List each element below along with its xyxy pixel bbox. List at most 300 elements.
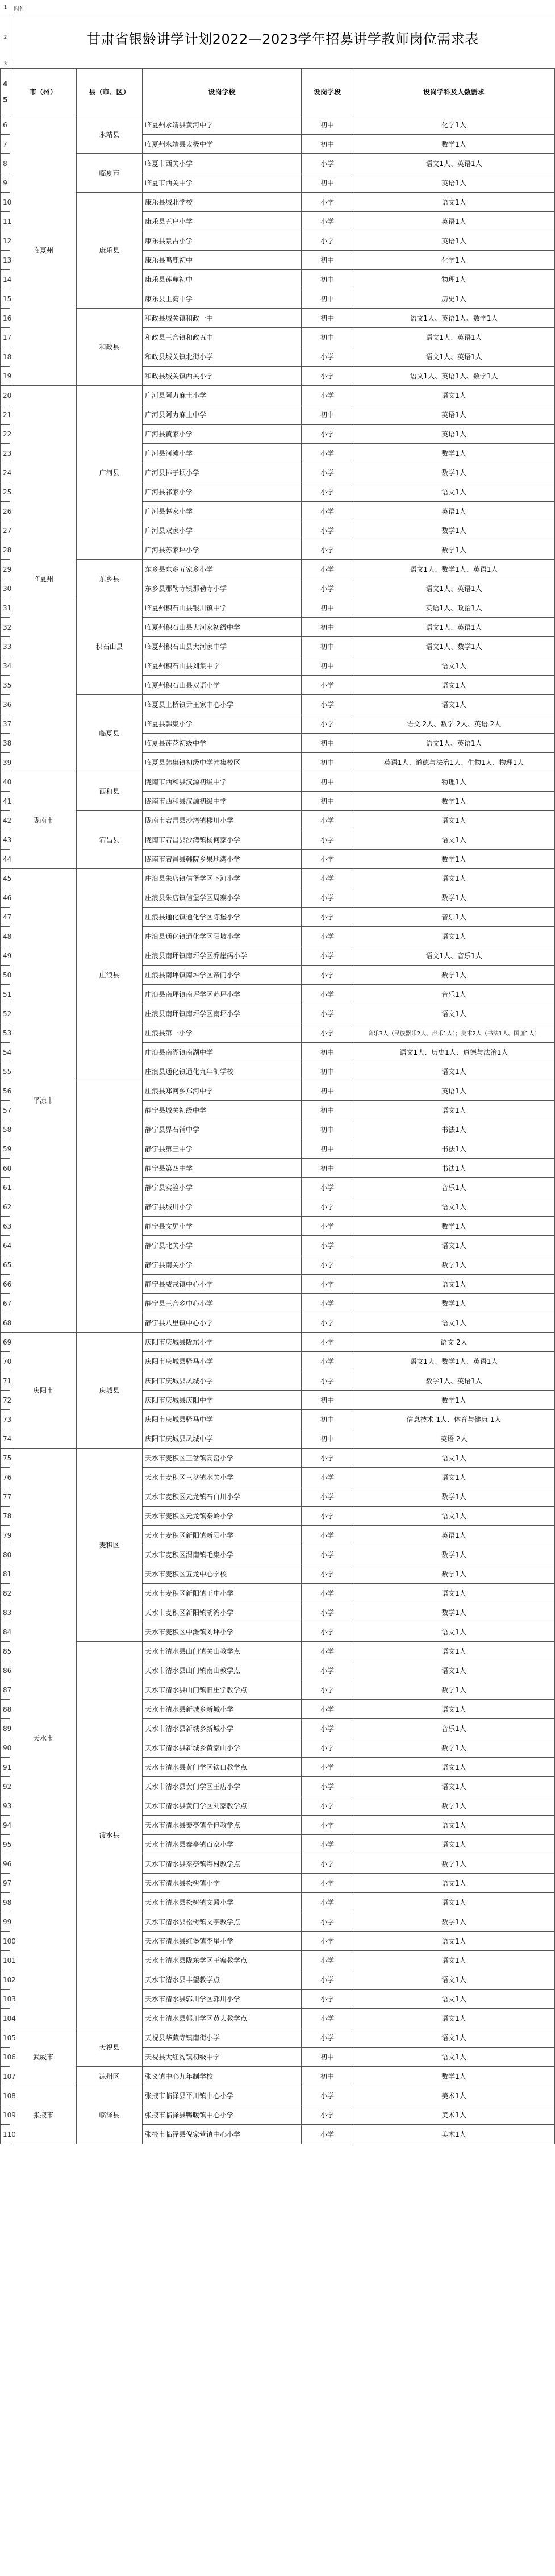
cell-subjects: 语文1人 <box>353 676 555 695</box>
cell-stage: 初中 <box>302 1043 353 1062</box>
cell-subjects: 语文1人 <box>353 1932 555 1951</box>
cell-subjects: 书法1人 <box>353 1120 555 1139</box>
row-number: 68 <box>1 1313 10 1333</box>
table-row <box>1 115 555 135</box>
row-number: 106 <box>1 2048 10 2067</box>
row-number: 70 <box>1 1352 10 1371</box>
cell-school: 天祝县华藏寺镇南街小学 <box>143 2028 302 2048</box>
cell-subjects: 英语1人 <box>353 212 555 231</box>
cell-school: 天水市清水县秦亭镇全但教学点 <box>143 1816 302 1835</box>
table-row <box>1 772 555 792</box>
cell-subjects: 语文1人、英语1人 <box>353 734 555 753</box>
cell-county: 临夏市 <box>77 154 143 193</box>
row-number: 92 <box>1 1777 10 1796</box>
cell-stage: 小学 <box>302 1854 353 1874</box>
cell-stage: 初中 <box>302 734 353 753</box>
row-number: 79 <box>1 1526 10 1545</box>
cell-school: 天水市清水县丰望教学点 <box>143 1970 302 1990</box>
cell-school: 庄浪县第一小学 <box>143 1023 302 1043</box>
cell-school: 临夏县韩集镇初级中学韩集校区 <box>143 753 302 772</box>
row-number: 41 <box>1 792 10 811</box>
row-number: 40 <box>1 772 10 792</box>
row-number: 32 <box>1 618 10 637</box>
cell-subjects: 语文1人 <box>353 2009 555 2028</box>
cell-stage: 小学 <box>302 1584 353 1603</box>
spacer-row <box>0 60 554 68</box>
cell-school: 天水市清水县新城乡新城小学 <box>143 1700 302 1719</box>
cell-county: 积石山县 <box>77 598 143 695</box>
row-number: 59 <box>1 1139 10 1159</box>
row-number: 88 <box>1 1700 10 1719</box>
table-row <box>1 309 555 328</box>
cell-subjects: 语文1人 <box>353 2028 555 2048</box>
cell-stage: 小学 <box>302 367 353 386</box>
cell-stage: 小学 <box>302 1603 353 1622</box>
cell-subjects: 英语1人 <box>353 502 555 521</box>
cell-subjects: 书法1人 <box>353 1159 555 1178</box>
cell-stage: 小学 <box>302 1796 353 1816</box>
cell-stage: 初中 <box>302 1159 353 1178</box>
cell-subjects: 语文 2人 <box>353 1333 555 1352</box>
requirements-table <box>0 68 555 2144</box>
row-number: 58 <box>1 1120 10 1139</box>
cell-subjects: 书法1人 <box>353 1139 555 1159</box>
row-number: 73 <box>1 1410 10 1429</box>
cell-school: 临夏县土桥镇尹王家中心小学 <box>143 695 302 714</box>
cell-stage: 小学 <box>302 1661 353 1680</box>
cell-subjects: 语文1人、英语1人 <box>353 347 555 367</box>
cell-county: 东乡县 <box>77 560 143 598</box>
cell-subjects: 语文1人 <box>353 1101 555 1120</box>
cell-school: 天水市清水县郭川学区郭川小学 <box>143 1990 302 2009</box>
row-number: 34 <box>1 656 10 676</box>
cell-school: 天水市清水县松树镇文殿小学 <box>143 1893 302 1912</box>
cell-school: 静宁县城关初级中学 <box>143 1101 302 1120</box>
row-number: 101 <box>1 1951 10 1970</box>
cell-stage: 小学 <box>302 579 353 598</box>
cell-subjects: 英语1人 <box>353 1081 555 1101</box>
cell-stage: 初中 <box>302 792 353 811</box>
table-row <box>1 2028 555 2048</box>
cell-school: 静宁县三合乡中心小学 <box>143 1294 302 1313</box>
cell-stage: 初中 <box>302 405 353 425</box>
cell-subjects: 数学1人 <box>353 540 555 560</box>
row-number: 23 <box>1 444 10 463</box>
row-number: 12 <box>1 231 10 251</box>
cell-subjects: 数学1人 <box>353 792 555 811</box>
row-number: 18 <box>1 347 10 367</box>
cell-school: 天水市麦积区渭南镇毛集小学 <box>143 1545 302 1564</box>
cell-stage: 小学 <box>302 1564 353 1584</box>
cell-subjects: 化学1人 <box>353 115 555 135</box>
cell-stage: 初中 <box>302 1391 353 1410</box>
cell-stage: 初中 <box>302 753 353 772</box>
cell-subjects: 语文1人 <box>353 1816 555 1835</box>
cell-subjects: 英语 2人 <box>353 1429 555 1449</box>
cell-subjects: 语文1人、英语1人 <box>353 618 555 637</box>
cell-stage: 小学 <box>302 714 353 734</box>
row-number: 90 <box>1 1738 10 1758</box>
cell-school: 临夏州积石山县双语小学 <box>143 676 302 695</box>
cell-school: 广河县阿力麻土中学 <box>143 405 302 425</box>
cell-school: 庄浪县南坪镇南坪学区南坪小学 <box>143 1004 302 1023</box>
cell-subjects: 数学1人 <box>353 1217 555 1236</box>
row-number: 37 <box>1 714 10 734</box>
cell-stage: 初中 <box>302 598 353 618</box>
cell-stage: 小学 <box>302 463 353 482</box>
cell-stage: 小学 <box>302 1893 353 1912</box>
row-number: 49 <box>1 946 10 966</box>
row-number: 4 5 <box>1 69 10 115</box>
cell-subjects: 语文1人 <box>353 1874 555 1893</box>
cell-subjects: 语文1人 <box>353 1758 555 1777</box>
cell-subjects: 语文1人 <box>353 1661 555 1680</box>
row-number: 64 <box>1 1236 10 1255</box>
cell-stage: 小学 <box>302 540 353 560</box>
cell-school: 静宁县城川小学 <box>143 1197 302 1217</box>
row-number: 77 <box>1 1487 10 1507</box>
cell-school: 天水市清水县山门镇南山教学点 <box>143 1661 302 1680</box>
row-number: 47 <box>1 908 10 927</box>
row-number: 66 <box>1 1275 10 1294</box>
row-number: 67 <box>1 1294 10 1313</box>
cell-subjects: 数学1人 <box>353 888 555 908</box>
cell-subjects: 语文1人 <box>353 1507 555 1526</box>
cell-subjects: 物理1人 <box>353 772 555 792</box>
row-number: 44 <box>1 850 10 869</box>
cell-stage: 小学 <box>302 425 353 444</box>
row-number: 6 <box>1 115 10 135</box>
cell-subjects: 英语1人、政治1人 <box>353 598 555 618</box>
cell-subjects: 语文1人、数学1人 <box>353 637 555 656</box>
cell-school: 天水市麦积区五龙中心学校 <box>143 1564 302 1584</box>
cell-school: 康乐县五户小学 <box>143 212 302 231</box>
cell-subjects: 英语1人 <box>353 405 555 425</box>
cell-subjects: 语文1人、数学1人、英语1人 <box>353 560 555 579</box>
cell-stage: 小学 <box>302 521 353 540</box>
cell-school: 广河县黄家小学 <box>143 425 302 444</box>
cell-school: 静宁县实验小学 <box>143 1178 302 1197</box>
row-number: 103 <box>1 1990 10 2009</box>
row-number: 89 <box>1 1719 10 1738</box>
cell-school: 天水市清水县松树镇小学 <box>143 1874 302 1893</box>
cell-school: 庄浪县南坪镇南坪学区苏坪小学 <box>143 985 302 1004</box>
row-number: 95 <box>1 1835 10 1854</box>
cell-school: 陇南市宕昌县沙湾镇杨何家小学 <box>143 830 302 850</box>
cell-school: 广河县祁家小学 <box>143 482 302 502</box>
cell-subjects: 历史1人 <box>353 289 555 309</box>
row-number: 93 <box>1 1796 10 1816</box>
cell-school: 临夏县莲花初级中学 <box>143 734 302 753</box>
row-number: 78 <box>1 1507 10 1526</box>
cell-subjects: 数学1人 <box>353 135 555 154</box>
header-subjects: 设岗学科及人数需求 <box>353 69 555 115</box>
cell-subjects: 数学1人 <box>353 463 555 482</box>
row-number: 75 <box>1 1449 10 1468</box>
cell-school: 天水市清水县秦亭镇寄村教学点 <box>143 1854 302 1874</box>
cell-subjects: 语文1人、英语1人、数学1人 <box>353 367 555 386</box>
row-number: 28 <box>1 540 10 560</box>
cell-subjects: 音乐1人 <box>353 1178 555 1197</box>
cell-subjects: 语文1人 <box>353 695 555 714</box>
cell-subjects: 数学1人 <box>353 1391 555 1410</box>
cell-school: 静宁县八里镇中心小学 <box>143 1313 302 1333</box>
cell-school: 广河县排子坝小学 <box>143 463 302 482</box>
cell-stage: 小学 <box>302 444 353 463</box>
cell-subjects: 语文1人 <box>353 1313 555 1333</box>
cell-stage: 初中 <box>302 135 353 154</box>
cell-school: 康乐县景古小学 <box>143 231 302 251</box>
cell-subjects: 语文1人 <box>353 1970 555 1990</box>
cell-city: 张掖市 <box>10 2086 77 2144</box>
cell-city: 平凉市 <box>10 869 77 1333</box>
cell-stage: 小学 <box>302 1313 353 1333</box>
cell-school: 庄浪县南湖镇南湖中学 <box>143 1043 302 1062</box>
row-number: 51 <box>1 985 10 1004</box>
cell-subjects: 数学1人 <box>353 521 555 540</box>
cell-subjects: 数学1人 <box>353 1912 555 1932</box>
cell-school: 庆阳市庆城县驿马中学 <box>143 1410 302 1429</box>
cell-school: 静宁县文屏小学 <box>143 1217 302 1236</box>
cell-stage: 小学 <box>302 985 353 1004</box>
cell-school: 庄浪县南坪镇南坪学区乔崖码小学 <box>143 946 302 966</box>
cell-stage: 初中 <box>302 289 353 309</box>
cell-subjects: 语文1人 <box>353 482 555 502</box>
cell-subjects: 数学1人 <box>353 2067 555 2086</box>
row-number: 62 <box>1 1197 10 1217</box>
cell-stage: 小学 <box>302 212 353 231</box>
cell-stage: 小学 <box>302 850 353 869</box>
cell-school: 天水市清水县松树镇文李教学点 <box>143 1912 302 1932</box>
cell-stage: 小学 <box>302 1951 353 1970</box>
row-number: 56 <box>1 1081 10 1101</box>
row-number: 80 <box>1 1545 10 1564</box>
cell-stage: 初中 <box>302 1139 353 1159</box>
row-number: 96 <box>1 1854 10 1874</box>
row-number: 57 <box>1 1101 10 1120</box>
cell-school: 庄浪县郑河乡郑河中学 <box>143 1081 302 1101</box>
cell-subjects: 语文1人 <box>353 193 555 212</box>
row-number: 10 <box>1 193 10 212</box>
cell-stage: 小学 <box>302 1507 353 1526</box>
cell-stage: 初中 <box>302 772 353 792</box>
cell-subjects: 数学1人 <box>353 1603 555 1622</box>
row-number: 25 <box>1 482 10 502</box>
cell-subjects: 化学1人 <box>353 251 555 270</box>
row-number: 21 <box>1 405 10 425</box>
cell-school: 广河县阿力麻土小学 <box>143 386 302 405</box>
page-title: 甘肃省银龄讲学计划2022—2023学年招募讲学教师岗位需求表 <box>87 31 479 47</box>
cell-stage: 小学 <box>302 908 353 927</box>
cell-city: 临夏州 <box>10 386 77 772</box>
cell-stage: 小学 <box>302 1835 353 1854</box>
table-row <box>1 598 555 618</box>
row-number: 20 <box>1 386 10 405</box>
row-number: 52 <box>1 1004 10 1023</box>
cell-school: 天水市麦积区三岔镇水关小学 <box>143 1468 302 1487</box>
cell-school: 张掖市临泽县平川镇中心小学 <box>143 2086 302 2105</box>
cell-stage: 小学 <box>302 1197 353 1217</box>
cell-stage: 初中 <box>302 656 353 676</box>
header-stage: 设岗学段 <box>302 69 353 115</box>
cell-subjects: 语文1人 <box>353 927 555 946</box>
cell-subjects: 语文1人 <box>353 1700 555 1719</box>
cell-stage: 小学 <box>302 1352 353 1371</box>
cell-school: 和政县城关镇北街小学 <box>143 347 302 367</box>
cell-subjects: 音乐1人 <box>353 1719 555 1738</box>
cell-subjects: 语文1人 <box>353 1468 555 1487</box>
cell-school: 东乡县那勒寺镇那勒寺小学 <box>143 579 302 598</box>
row-number: 85 <box>1 1642 10 1661</box>
row-number: 33 <box>1 637 10 656</box>
row-number: 87 <box>1 1680 10 1700</box>
cell-subjects: 数学1人 <box>353 1738 555 1758</box>
cell-stage: 小学 <box>302 1816 353 1835</box>
cell-school: 临夏州积石山县大河家初级中学 <box>143 618 302 637</box>
cell-school: 天水市清水县山门镇关山教学点 <box>143 1642 302 1661</box>
cell-stage: 小学 <box>302 1622 353 1642</box>
cell-stage: 小学 <box>302 966 353 985</box>
cell-county: 庆城县 <box>77 1333 143 1449</box>
cell-school: 广河县双家小学 <box>143 521 302 540</box>
cell-school: 陇南市西和县汉源初级中学 <box>143 792 302 811</box>
cell-subjects: 语文1人 <box>353 1990 555 2009</box>
cell-school: 庆阳市庆城县凤城小学 <box>143 1371 302 1391</box>
cell-city: 天水市 <box>10 1449 77 2028</box>
cell-school: 静宁县威戎镇中心小学 <box>143 1275 302 1294</box>
cell-stage: 初中 <box>302 1410 353 1429</box>
cell-school: 张掖市临泽县鸭暖镇中心小学 <box>143 2105 302 2125</box>
cell-school: 张掖市临泽县倪家营镇中心小学 <box>143 2125 302 2144</box>
cell-stage: 小学 <box>302 676 353 695</box>
cell-subjects: 美术1人 <box>353 2125 555 2144</box>
cell-stage: 小学 <box>302 1526 353 1545</box>
cell-subjects: 语文1人 <box>353 830 555 850</box>
row-number: 27 <box>1 521 10 540</box>
cell-subjects: 语文1人 <box>353 1004 555 1023</box>
cell-subjects: 语文1人 <box>353 811 555 830</box>
cell-subjects: 音乐1人 <box>353 908 555 927</box>
cell-subjects: 语文1人、历史1人、道德与法治1人 <box>353 1043 555 1062</box>
cell-school: 天水市麦积区中滩镇刘坪小学 <box>143 1622 302 1642</box>
cell-school: 天水市麦积区元龙镇秦岭小学 <box>143 1507 302 1526</box>
cell-subjects: 语文1人 <box>353 1449 555 1468</box>
cell-subjects: 数学1人 <box>353 1564 555 1584</box>
row-number: 26 <box>1 502 10 521</box>
row-number: 99 <box>1 1912 10 1932</box>
cell-stage: 小学 <box>302 154 353 173</box>
cell-school: 天水市清水县秦亭镇百家小学 <box>143 1835 302 1854</box>
cell-school: 广河县赵家小学 <box>143 502 302 521</box>
row-number: 46 <box>1 888 10 908</box>
row-number: 84 <box>1 1622 10 1642</box>
cell-subjects: 语文1人、英语1人 <box>353 328 555 347</box>
cell-stage: 小学 <box>302 1990 353 2009</box>
row-number: 74 <box>1 1429 10 1449</box>
table-row <box>1 1333 555 1352</box>
row-number: 8 <box>1 154 10 173</box>
row-number: 65 <box>1 1255 10 1275</box>
cell-school: 静宁县北关小学 <box>143 1236 302 1255</box>
cell-school: 庆阳市庆城县陇东小学 <box>143 1333 302 1352</box>
cell-school: 天水市清水县陇东学区王寨教学点 <box>143 1951 302 1970</box>
cell-school: 静宁县第三中学 <box>143 1139 302 1159</box>
cell-stage: 初中 <box>302 637 353 656</box>
cell-stage: 小学 <box>302 347 353 367</box>
row-number: 50 <box>1 966 10 985</box>
cell-city: 临夏州 <box>10 115 77 386</box>
cell-school: 天水市清水县黄门学区刘家教学点 <box>143 1796 302 1816</box>
row-number: 7 <box>1 135 10 154</box>
table-body <box>1 115 555 2144</box>
cell-stage: 小学 <box>302 1023 353 1043</box>
table-row <box>1 695 555 714</box>
cell-subjects: 语文1人、英语1人 <box>353 154 555 173</box>
cell-subjects: 数学1人 <box>353 444 555 463</box>
cell-stage: 小学 <box>302 1275 353 1294</box>
cell-county: 临夏县 <box>77 695 143 772</box>
cell-school: 天水市麦积区新阳镇新阳小学 <box>143 1526 302 1545</box>
cell-stage: 小学 <box>302 1719 353 1738</box>
cell-county: 西和县 <box>77 772 143 811</box>
cell-stage: 小学 <box>302 869 353 888</box>
table-row <box>1 1449 555 1468</box>
cell-school: 庄浪县南坪镇南坪学区帝门小学 <box>143 966 302 985</box>
cell-subjects: 数学1人 <box>353 1545 555 1564</box>
cell-school: 康乐县城北学校 <box>143 193 302 212</box>
cell-county: 庄浪县 <box>77 869 143 1081</box>
cell-stage: 小学 <box>302 231 353 251</box>
cell-subjects: 语文1人 <box>353 1777 555 1796</box>
cell-stage: 初中 <box>302 309 353 328</box>
cell-school: 广河县苏家坪小学 <box>143 540 302 560</box>
row-number: 22 <box>1 425 10 444</box>
cell-school: 庄浪县朱店镇信堡学区周寨小学 <box>143 888 302 908</box>
cell-stage: 小学 <box>302 1738 353 1758</box>
cell-stage: 小学 <box>302 1371 353 1391</box>
cell-subjects: 英语1人 <box>353 231 555 251</box>
cell-stage: 小学 <box>302 1777 353 1796</box>
cell-school: 天水市清水县新城乡新城小学 <box>143 1719 302 1738</box>
table-row <box>1 154 555 173</box>
cell-stage: 小学 <box>302 1217 353 1236</box>
cell-stage: 小学 <box>302 1680 353 1700</box>
row-number: 45 <box>1 869 10 888</box>
cell-stage: 小学 <box>302 1255 353 1275</box>
table-row <box>1 193 555 212</box>
cell-subjects: 语文1人、英语1人、数学1人 <box>353 309 555 328</box>
cell-city: 庆阳市 <box>10 1333 77 1449</box>
cell-school: 康乐县上湾中学 <box>143 289 302 309</box>
cell-subjects: 数学1人 <box>353 1854 555 1874</box>
cell-subjects: 英语1人 <box>353 1526 555 1545</box>
row-number: 72 <box>1 1391 10 1410</box>
cell-subjects: 语文1人 <box>353 1236 555 1255</box>
cell-stage: 小学 <box>302 1449 353 1468</box>
row-number: 76 <box>1 1468 10 1487</box>
cell-school: 临夏州永靖县太极中学 <box>143 135 302 154</box>
row-number: 60 <box>1 1159 10 1178</box>
cell-subjects: 语文1人 <box>353 1584 555 1603</box>
cell-school: 庆阳市庆城县庆阳中学 <box>143 1391 302 1410</box>
cell-stage: 小学 <box>302 1932 353 1951</box>
cell-city: 陇南市 <box>10 772 77 869</box>
table-row <box>1 869 555 888</box>
row-number: 3 <box>0 60 11 68</box>
cell-subjects: 语文1人 <box>353 1622 555 1642</box>
cell-school: 庄浪县朱店镇信堡学区下河小学 <box>143 869 302 888</box>
row-number: 43 <box>1 830 10 850</box>
